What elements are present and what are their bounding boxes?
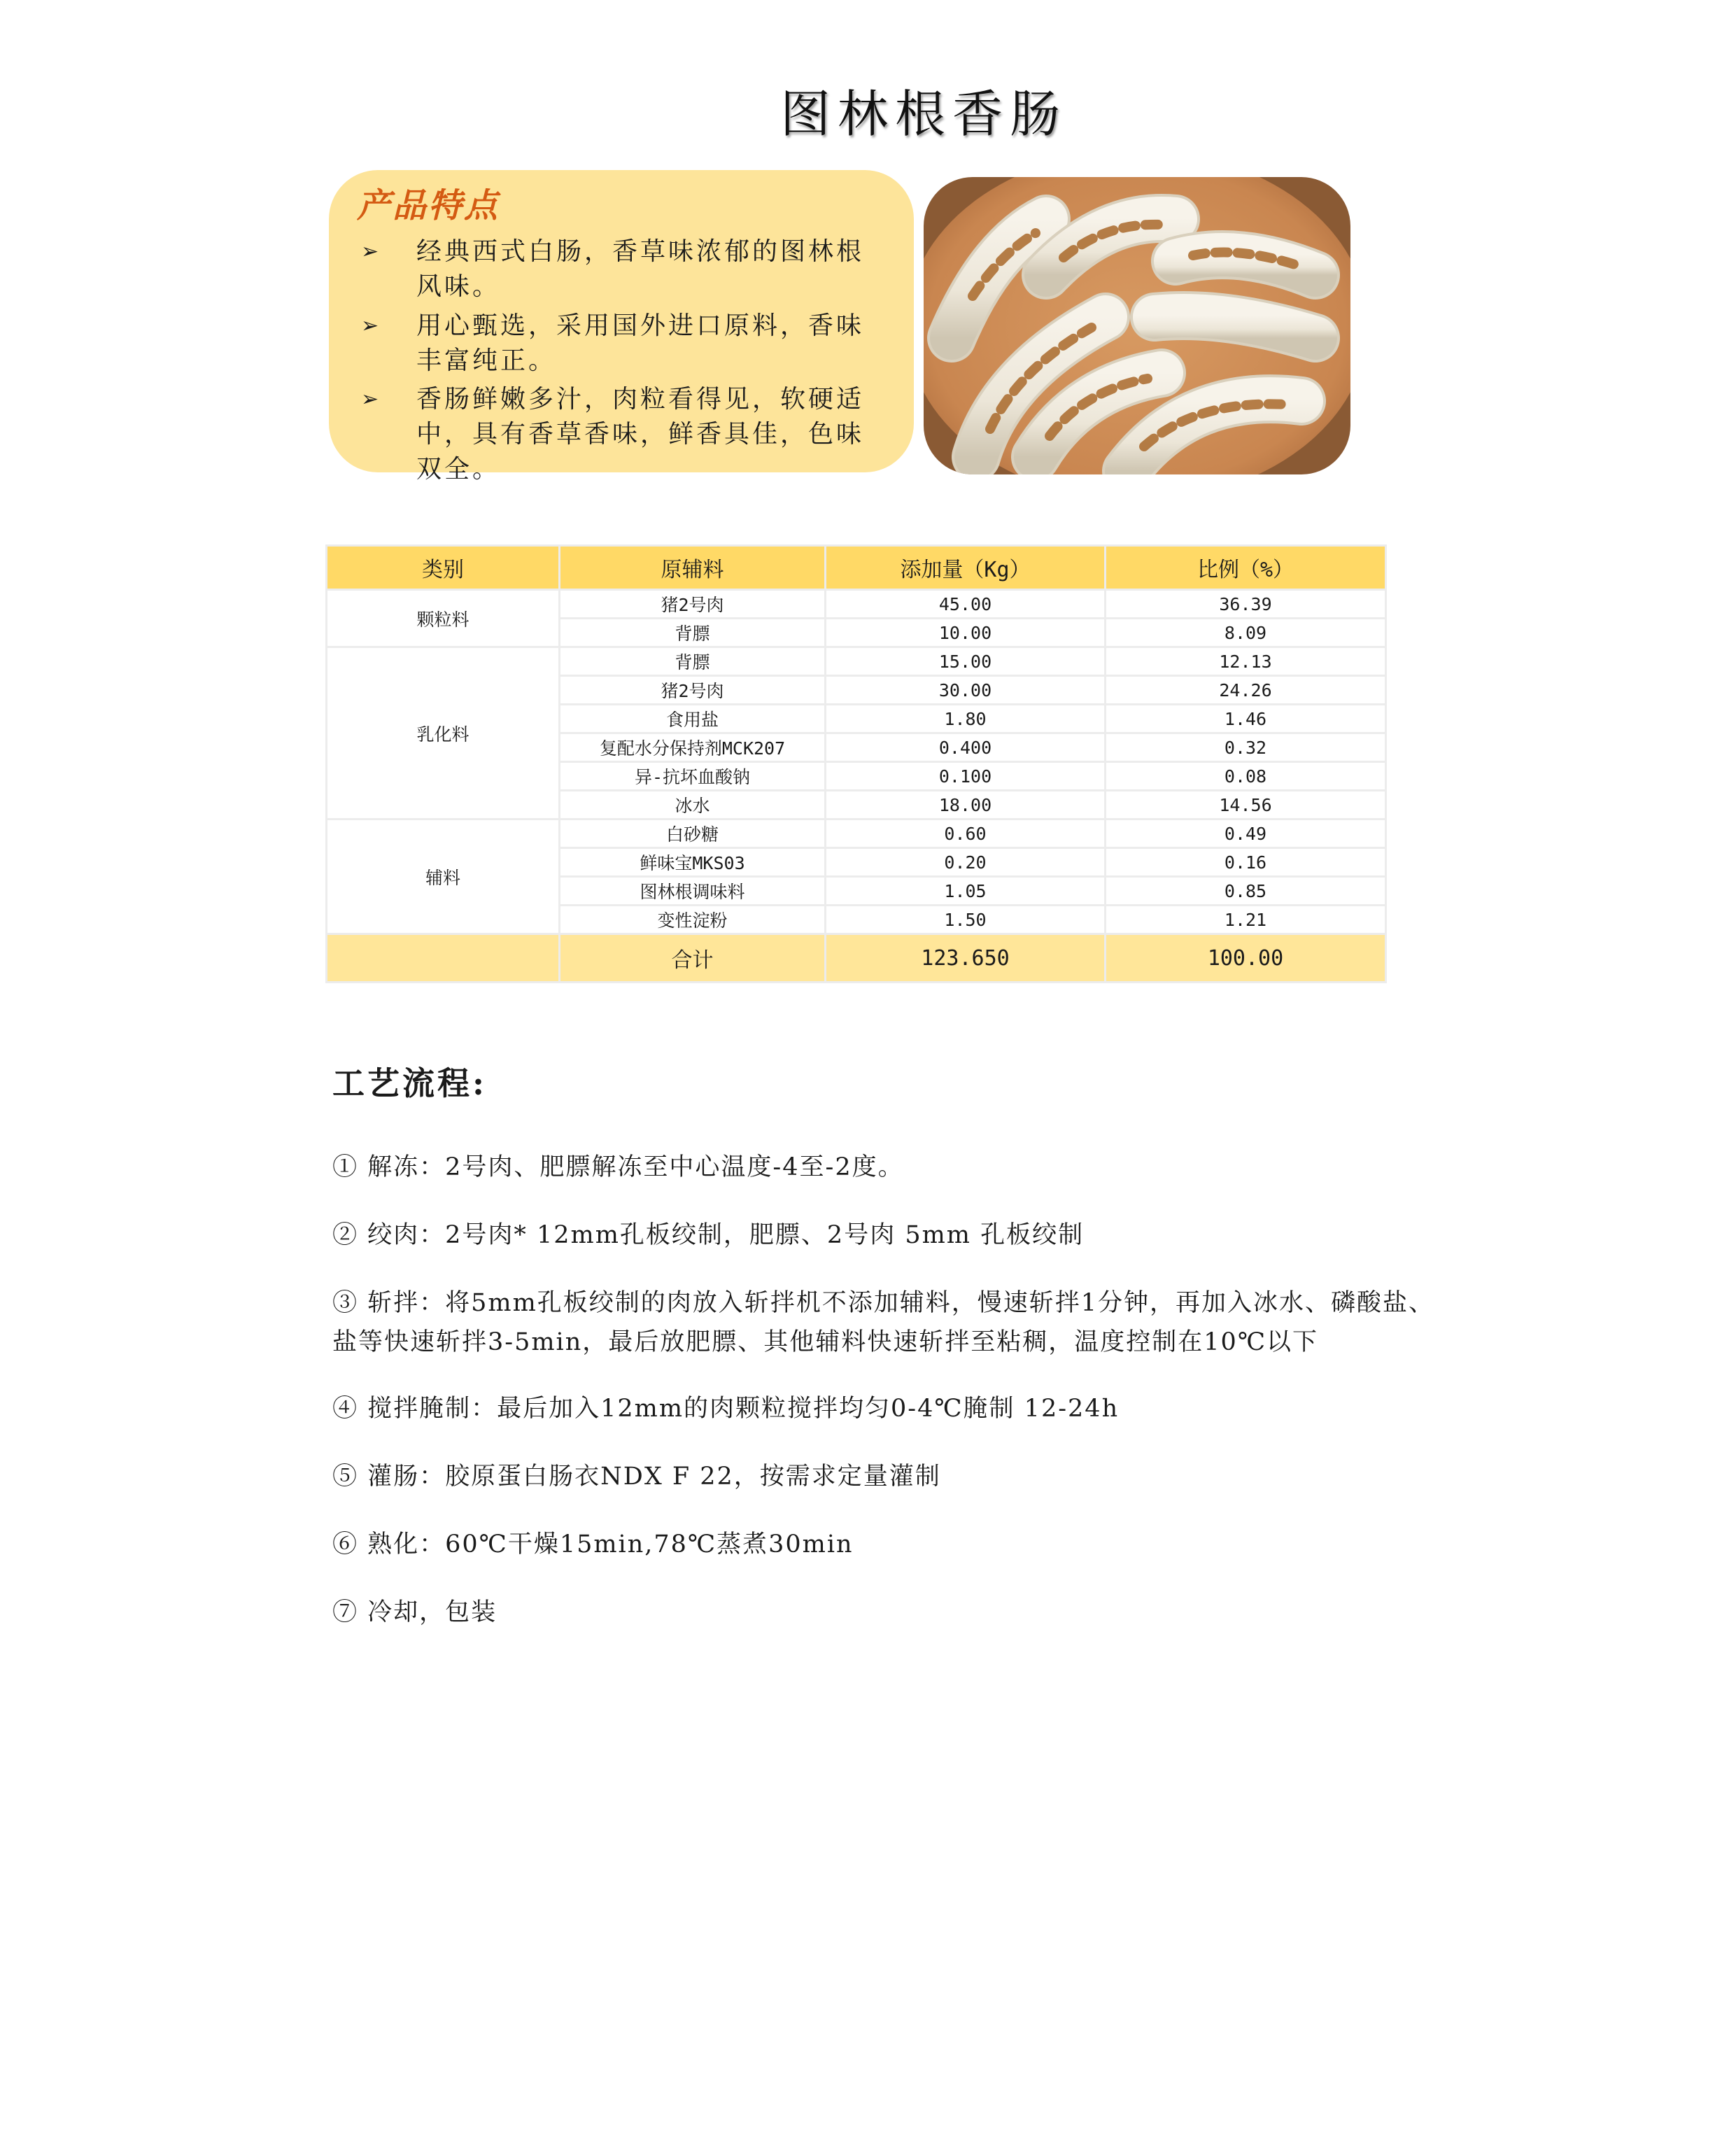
- feature-item: 香肠鲜嫩多汁，肉粒看得见，软硬适中，具有香草香味，鲜香具佳，色味双全。: [416, 385, 865, 484]
- arrow-bullet-icon: ➢: [361, 239, 379, 264]
- process-step: ③ 斩拌：将5mm孔板绞制的肉放入斩拌机不添加辅料，慢速斩拌1分钟，再加入冰水、磷酸盐、盐等快速斩拌3-5min，最后放肥膘、其他辅料快速斩拌至粘稠，温度控制在10℃以下: [332, 1289, 1435, 1356]
- ingredient-name: 复配水分保持剂MCK207: [560, 733, 826, 762]
- total-amount: 123.650: [826, 934, 1106, 983]
- ingredient-amount: 1.50: [826, 906, 1106, 934]
- table-row: [327, 819, 1386, 848]
- ingredient-name: 猪2号肉: [560, 676, 826, 705]
- ingredient-name: 猪2号肉: [560, 590, 826, 619]
- ingredient-amount: 0.100: [826, 762, 1106, 791]
- ingredient-ratio: 1.46: [1106, 705, 1386, 733]
- ingredient-table: [325, 544, 1387, 983]
- table-row: [327, 590, 1386, 619]
- ingredient-name: 食用盐: [560, 705, 826, 733]
- ingredient-amount: 45.00: [826, 590, 1106, 619]
- ingredient-ratio: 36.39: [1106, 590, 1386, 619]
- ingredient-ratio: 0.32: [1106, 733, 1386, 762]
- ingredient-ratio: 0.16: [1106, 848, 1386, 877]
- product-features-box: [329, 170, 914, 484]
- ingredient-amount: 30.00: [826, 676, 1106, 705]
- ingredient-ratio: 1.21: [1106, 906, 1386, 934]
- category-cell: 辅料: [327, 819, 560, 934]
- process-step: ① 解冻：2号肉、肥膘解冻至中心温度-4至-2度。: [332, 1153, 904, 1181]
- process-step: ⑤ 灌肠：胶原蛋白肠衣NDX F 22，按需求定量灌制: [332, 1463, 941, 1491]
- total-label: 合计: [560, 934, 826, 983]
- ingredient-name: 背膘: [560, 619, 826, 647]
- process-step: ⑥ 熟化：60℃干燥15min,78℃蒸煮30min: [332, 1530, 854, 1558]
- ingredient-name: 变性淀粉: [560, 906, 826, 934]
- total-empty-cell: [327, 934, 560, 983]
- ingredient-name: 白砂糖: [560, 819, 826, 848]
- ingredient-ratio: 14.56: [1106, 791, 1386, 819]
- table-header-row: [327, 546, 1386, 590]
- ingredient-name: 图林根调味料: [560, 877, 826, 906]
- features-heading: 产品特点: [357, 186, 500, 225]
- table-row: [327, 647, 1386, 676]
- ingredient-amount: 0.400: [826, 733, 1106, 762]
- page-title: 图林根香肠: [779, 85, 1067, 143]
- process-step: ⑦ 冷却，包装: [332, 1598, 497, 1626]
- column-header: 比例（%）: [1106, 546, 1386, 590]
- process-step: ④ 搅拌腌制：最后加入12mm的肉颗粒搅拌均匀0-4℃腌制 12-24h: [332, 1395, 1120, 1423]
- feature-item: 经典西式白肠，香草味浓郁的图林根风味。: [416, 237, 865, 301]
- ingredient-amount: 15.00: [826, 647, 1106, 676]
- ingredient-name: 鲜味宝MKS03: [560, 848, 826, 877]
- column-header: 原辅料: [560, 546, 826, 590]
- ingredient-name: 冰水: [560, 791, 826, 819]
- ingredient-ratio: 12.13: [1106, 647, 1386, 676]
- ingredient-ratio: 0.08: [1106, 762, 1386, 791]
- category-cell: 颗粒料: [327, 590, 560, 647]
- category-cell: 乳化料: [327, 647, 560, 819]
- ingredient-ratio: 0.49: [1106, 819, 1386, 848]
- ingredient-ratio: 8.09: [1106, 619, 1386, 647]
- table-total-row: [327, 934, 1386, 983]
- ingredient-name: 异-抗坏血酸钠: [560, 762, 826, 791]
- ingredient-amount: 10.00: [826, 619, 1106, 647]
- process-heading: 工艺流程:: [332, 1064, 487, 1102]
- total-ratio: 100.00: [1106, 934, 1386, 983]
- ingredient-ratio: 0.85: [1106, 877, 1386, 906]
- arrow-bullet-icon: ➢: [361, 314, 379, 338]
- ingredient-amount: 1.05: [826, 877, 1106, 906]
- feature-item: 用心甄选，采用国外进口原料，香味丰富纯正。: [416, 311, 865, 375]
- ingredient-amount: 0.20: [826, 848, 1106, 877]
- ingredient-amount: 18.00: [826, 791, 1106, 819]
- grilled-sausages-photo: [924, 177, 1350, 474]
- ingredient-amount: 1.80: [826, 705, 1106, 733]
- process-step: ② 绞肉：2号肉* 12mm孔板绞制，肥膘、2号肉 5mm 孔板绞制: [332, 1221, 1085, 1249]
- column-header: 类别: [327, 546, 560, 590]
- arrow-bullet-icon: ➢: [361, 387, 379, 411]
- ingredient-amount: 0.60: [826, 819, 1106, 848]
- ingredient-name: 背膘: [560, 647, 826, 676]
- column-header: 添加量（Kg）: [826, 546, 1106, 590]
- ingredient-ratio: 24.26: [1106, 676, 1386, 705]
